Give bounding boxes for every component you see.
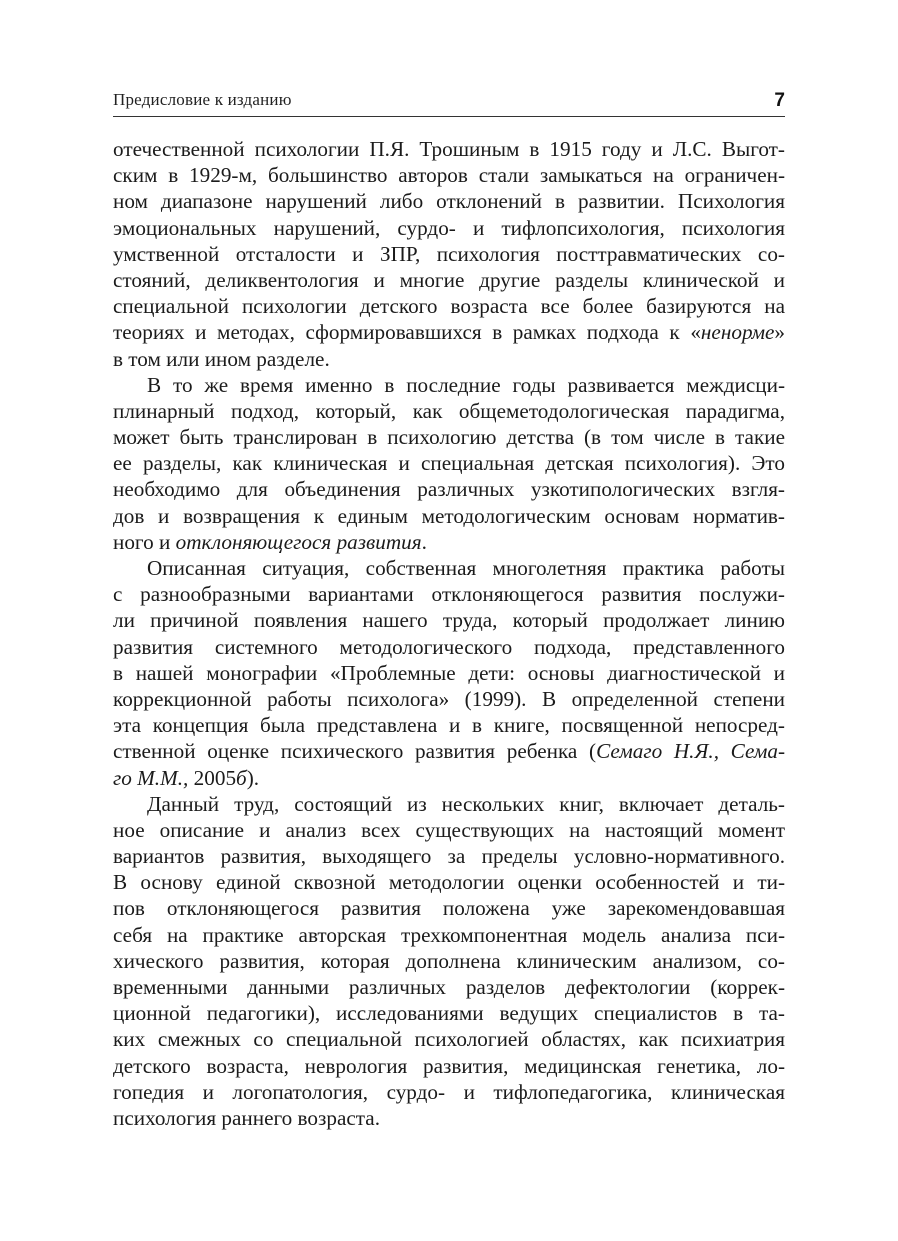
citation-author: Семаго Н.Я., Сема- [596, 739, 785, 764]
text-line: умственной отсталости и ЗПР, психология посттравматических со- [113, 241, 785, 266]
text-line: стояний, деликвентология и многие другие разделы клинической и [113, 267, 785, 292]
text-line: вариантов развития, выходящего за пределы условно-нормативного. [113, 844, 785, 869]
text-line: может быть транслирован в психологию детства (в том числе в такие [113, 425, 785, 450]
paragraph-3 [113, 555, 785, 791]
text-line: ких смежных со специальной психологией областях, как психиатрия [113, 1027, 785, 1052]
text-line: детского возраста, неврология развития, медицинская генетика, ло- [113, 1053, 785, 1078]
text-line: эмоциональных нарушений, сурдо- и тифлопсихология, психология [113, 215, 785, 240]
text-line: дов и возвращения к единым методологическим основам норматив- [113, 503, 785, 528]
italic-term: отклоняющегося развития [175, 529, 422, 554]
text-line: ного и отклоняющегося развития. [113, 529, 427, 554]
text-line: в нашей монографии «Проблемные дети: основы диагностической и [113, 660, 785, 685]
text-line: хического развития, которая дополнена клиническим анализом, со- [113, 948, 785, 973]
text-line: В то же время именно в последние годы развивается междисци- [147, 372, 785, 397]
body-text [113, 136, 785, 1131]
text-line: ственной оценке психического развития ребенка (Семаго Н.Я., Сема- [113, 739, 785, 764]
page-header [113, 86, 785, 117]
text-line: теориях и методах, сформировавшихся в рамках подхода к «ненорме» [113, 320, 785, 345]
text-line: ее разделы, как клиническая и специальная детская психология). Это [113, 451, 785, 476]
text-line: Данный труд, состоящий из нескольких книг, включает деталь- [147, 791, 785, 816]
text-line: Описанная ситуация, собственная многолетняя практика работы [147, 556, 785, 580]
text-line: В основу единой сквозной методологии оценки особенностей и ти- [113, 870, 785, 895]
text-line: с разнообразными вариантами отклоняющегося развития послужи- [113, 582, 785, 607]
paragraph-1 [113, 136, 785, 372]
text-line: коррекционной работы психолога» (1999). В определенной степени [113, 686, 785, 711]
text-line: необходимо для объединения различных узкотипологических взгля- [113, 477, 785, 502]
italic-term: ненорме [700, 320, 775, 345]
text-line: специальной психологии детского возраста все более базируются на [113, 294, 785, 319]
text-line: ли причиной появления нашего труда, который продолжает линию [113, 608, 785, 633]
text-line: себя на практике авторская трехкомпонентная модель анализа пси- [113, 922, 785, 947]
page-number: 7 [774, 90, 785, 111]
paragraph-4 [113, 791, 785, 1131]
text-line: временными данными различных разделов дефектологии (коррек- [113, 975, 785, 999]
text-line: ским в 1929-м, большинство авторов стали замыкаться на ограничен- [113, 163, 785, 188]
text-line: развития системного методологического подхода, представленного [113, 634, 785, 659]
text-line: ном диапазоне нарушений либо отклонений в развитии. Психология [113, 189, 785, 214]
text-line: психология раннего возраста. [113, 1105, 380, 1130]
text-line: плинарный подход, который, как общеметодологическая парадигма, [113, 398, 785, 423]
citation-author: го М.М., [113, 765, 189, 790]
running-title: Предисловие к изданию [113, 90, 292, 109]
text-line: в том или ином разделе. [113, 346, 330, 371]
text-line: го М.М., 2005б). [113, 765, 260, 790]
text-line: ное описание и анализ всех существующих на настоящий момент [113, 817, 785, 842]
text-line: эта концепция была представлена и в книге, посвященной непосред- [113, 713, 785, 738]
text-line: отечественной психологии П.Я. Трошиным в 1915 году и Л.С. Выгот- [113, 137, 785, 161]
text-line: гопедия и логопатология, сурдо- и тифлопедагогика, клиническая [113, 1079, 785, 1104]
text-line: ционной педагогики), исследованиями ведущих специалистов в та- [113, 1001, 785, 1026]
citation-suffix: б [236, 765, 247, 790]
text-line: пов отклоняющегося развития положена уже зарекомендовавшая [113, 896, 785, 921]
paragraph-2 [113, 372, 785, 555]
